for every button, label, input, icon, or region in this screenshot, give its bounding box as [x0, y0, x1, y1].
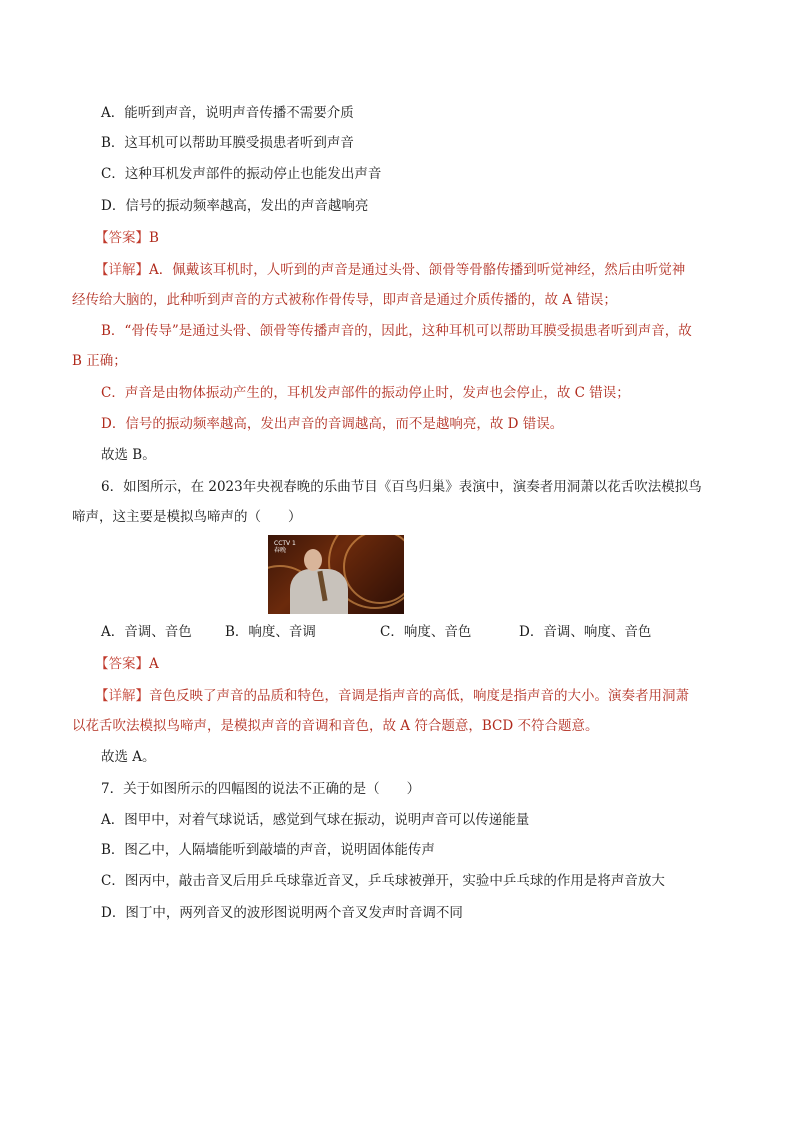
- q5-explanation-line-5: C．声音是由物体振动产生的，耳机发声部件的振动停止时，发声也会停止，故 C 错误；: [101, 385, 630, 401]
- q5-option-c: C．这种耳机发声部件的振动停止也能发出声音: [101, 166, 382, 182]
- explanation-label: 【详解】: [95, 688, 149, 704]
- q6-option-b: B．响度、音调: [225, 624, 316, 640]
- answer-label: 【答案】: [95, 656, 149, 672]
- logo-text: CCTV 1: [274, 540, 296, 547]
- q7-option-d: D．图丁中，两列音叉的波形图说明两个音叉发声时音调不同: [101, 905, 463, 921]
- logo-subtext: 春晚: [274, 547, 287, 554]
- q6-stem-line-1: 6．如图所示，在 2023年央视春晚的乐曲节目《百鸟归巢》表演中，演奏者用洞萧以花舌吹法模拟鸟: [101, 479, 702, 495]
- q6-stem-line-2: 啼声，这主要是模拟鸟啼声的（ ）: [72, 509, 302, 525]
- q6-option-c: C．响度、音色: [380, 624, 472, 640]
- q5-explanation-line-4: B 正确；: [72, 353, 127, 369]
- answer-value: A: [149, 656, 159, 672]
- q5-explanation-line-3: B．“骨传导”是通过头骨、颌骨等传播声音的，因此，这种耳机可以帮助耳膜受损患者听到声音，故: [101, 323, 692, 339]
- explanation-text: 音色反映了声音的品质和特色，音调是指声音的高低，响度是指声音的大小。演奏者用洞萧: [149, 688, 689, 704]
- q5-option-a: A．能听到声音，说明声音传播不需要介质: [101, 105, 354, 121]
- q5-option-d: D．信号的振动频率越高，发出的声音越响亮: [101, 198, 369, 214]
- q5-explanation-line-2: 经传给大脑的，此种听到声音的方式被称作骨传导，即声音是通过介质传播的，故 A 错误；: [72, 292, 617, 308]
- cctv-logo: [274, 540, 296, 554]
- explanation-label: 【详解】: [95, 262, 149, 278]
- answer-value: B: [149, 230, 159, 246]
- q7-option-a: A．图甲中，对着气球说话，感觉到气球在振动，说明声音可以传递能量: [101, 812, 530, 828]
- q6-conclusion: 故选 A。: [101, 749, 156, 765]
- q5-conclusion: 故选 B。: [101, 447, 156, 463]
- q6-explanation-line-2: 以花舌吹法模拟鸟啼声，是模拟声音的音调和音色，故 A 符合题意，BCD 不符合题意。: [72, 718, 599, 734]
- q6-option-a: A．音调、音色: [101, 624, 192, 640]
- q5-explanation-line-6: D．信号的振动频率越高，发出声音的音调越高，而不是越响亮，故 D 错误。: [101, 416, 564, 432]
- q5-explanation-line-1: [95, 260, 685, 280]
- q5-answer: [95, 228, 159, 248]
- explanation-text: A．佩戴该耳机时，人听到的声音是通过头骨、颌骨等骨骼传播到听觉神经，然后由听觉神: [149, 262, 686, 278]
- q7-option-b: B．图乙中，人隔墙能听到敲墙的声音，说明固体能传声: [101, 842, 435, 858]
- q6-answer: [95, 654, 159, 674]
- q7-stem: 7．关于如图所示的四幅图的说法不正确的是（ ）: [101, 781, 421, 797]
- performer-head: [304, 549, 322, 571]
- q7-option-c: C．图丙中，敲击音叉后用乒乓球靠近音叉，乒乓球被弹开，实验中乒乓球的作用是将声音放大: [101, 873, 665, 889]
- q6-option-d: D．音调、响度、音色: [519, 624, 652, 640]
- q6-performance-photo: [268, 535, 404, 614]
- answer-label: 【答案】: [95, 230, 149, 246]
- q6-explanation-line-1: [95, 686, 689, 706]
- q5-option-b: B．这耳机可以帮助耳膜受损患者听到声音: [101, 135, 354, 151]
